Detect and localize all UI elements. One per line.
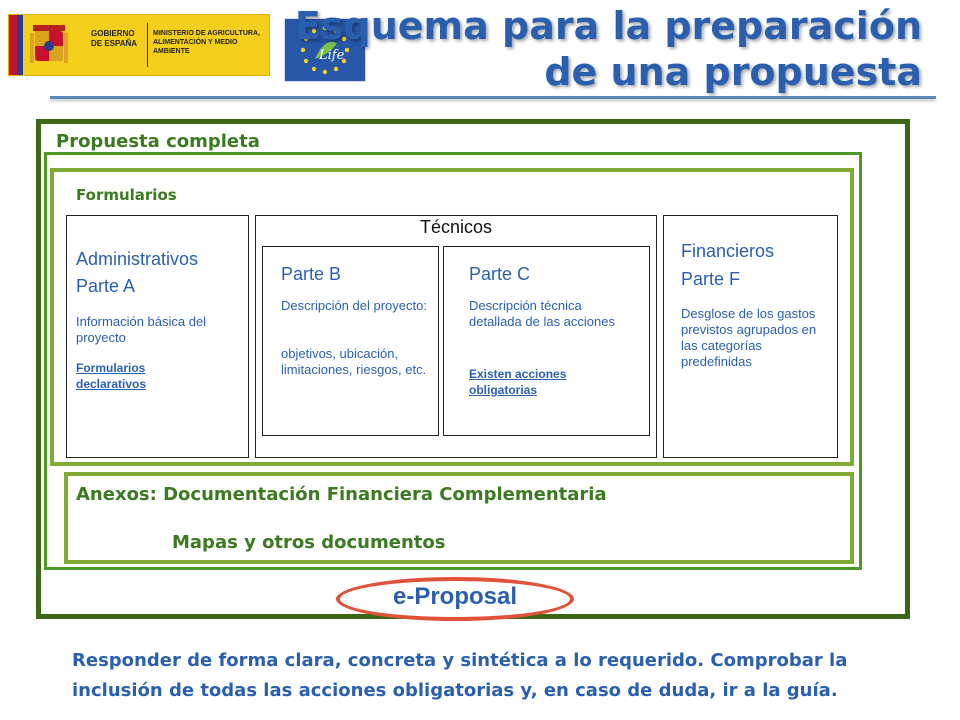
title-underline bbox=[50, 96, 936, 99]
logo-divider bbox=[147, 23, 148, 67]
parte-f-label: Parte F bbox=[681, 269, 741, 289]
parte-b-detail: objetivos, ubicación, limitaciones, riesgos, etc. bbox=[281, 346, 427, 377]
acciones-obligatorias-link[interactable]: Existen acciones obligatorias bbox=[469, 367, 567, 397]
eproposal-label: e-Proposal bbox=[392, 583, 518, 610]
administrativos-title: Administrativos bbox=[76, 249, 199, 269]
parte-c-description: Descripción técnica detallada de las acciones bbox=[469, 298, 615, 329]
propuesta-completa-label: Propuesta completa bbox=[56, 131, 260, 152]
formularios-declarativos-link[interactable]: Formularios declarativos bbox=[76, 361, 147, 391]
parte-c-title: Parte C bbox=[469, 264, 531, 284]
parte-b-title: Parte B bbox=[281, 264, 342, 284]
flag-stripe-blue bbox=[17, 15, 23, 75]
page-title-line1: Esquema para la preparación bbox=[294, 4, 922, 48]
flag-stripe-red bbox=[9, 15, 17, 75]
financieros-title: Financieros bbox=[681, 241, 775, 261]
anexos-label: Anexos: Documentación Financiera Complementaria bbox=[76, 484, 607, 505]
parte-b-description: Descripción del proyecto: bbox=[281, 298, 427, 313]
gobierno-espana-logo bbox=[8, 14, 270, 76]
ministerio-text: MINISTERIO DE AGRICULTURA, ALIMENTACIÓN Y MEDIO AMBIENTE bbox=[153, 30, 260, 55]
footer-instructions: Responder de forma clara, concreta y sintética a lo requerido. Comprobar la inclusión de todas las acciones obligatorias y, en caso de duda, ir a la guía. bbox=[72, 650, 848, 701]
financieros-description: Desglose de los gastos previstos agrupados en las categorías predefinidas bbox=[681, 306, 817, 369]
coat-of-arms-icon bbox=[29, 21, 69, 69]
parte-a-label: Parte A bbox=[76, 276, 136, 296]
mapas-label: Mapas y otros documentos bbox=[172, 532, 446, 553]
page-title-line2: de una propuesta bbox=[544, 50, 922, 94]
formularios-label: Formularios bbox=[76, 186, 177, 204]
tecnicos-title: Técnicos bbox=[419, 217, 493, 237]
life-logo-text: Life bbox=[319, 48, 345, 63]
administrativos-description: Información básica del proyecto bbox=[76, 314, 207, 345]
gobierno-text: GOBIERNO DE ESPAÑA bbox=[91, 29, 138, 48]
